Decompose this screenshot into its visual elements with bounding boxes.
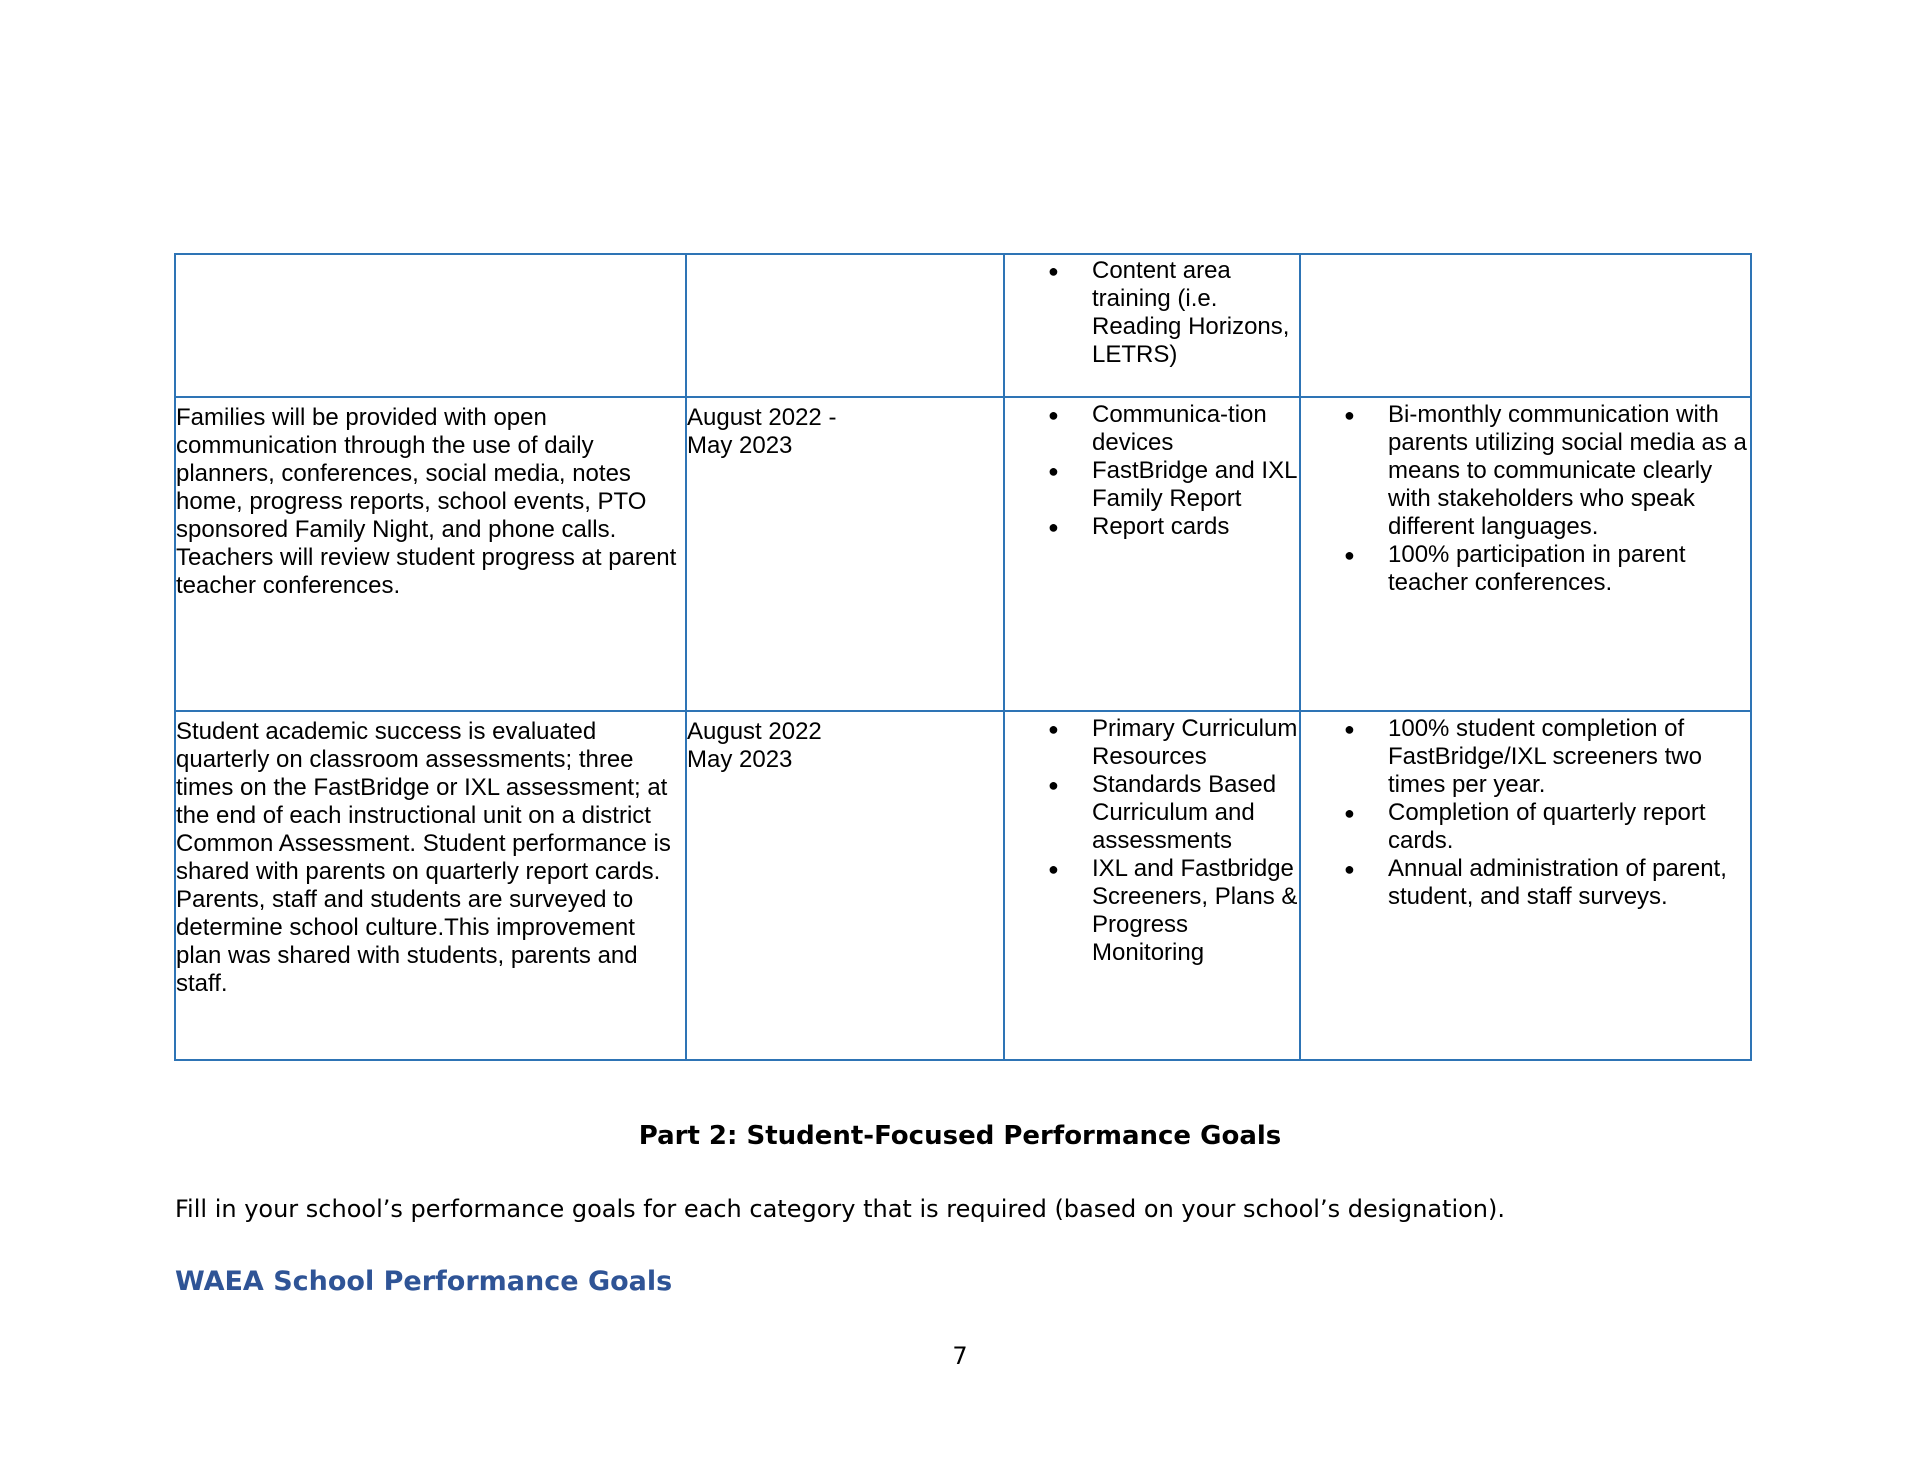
list-item: ● Report cards bbox=[1005, 513, 1299, 541]
evidence-cell bbox=[1300, 397, 1751, 711]
section-heading: WAEA School Performance Goals bbox=[175, 1266, 673, 1297]
table-row bbox=[175, 711, 1751, 1060]
list-item: ● Content area training (i.e. Reading Horizons, LETRS) bbox=[1005, 257, 1299, 369]
list-item: ● IXL and Fastbridge Screeners, Plans & Progress Monitoring bbox=[1005, 855, 1299, 967]
table-row bbox=[175, 397, 1751, 711]
timeline-cell bbox=[686, 397, 1004, 711]
description-cell: Student academic success is evaluated quarterly on classroom assessments; three times on the FastBridge or IXL assessment; at the end of each instructional unit on a district Common Assessment. Student performance is shared with parents on quarterly report cards. Parents, staff and students are surveyed to determine school culture.This improvement plan was shared with students, parents and staff. bbox=[175, 711, 686, 1060]
page-number: 7 bbox=[952, 1342, 968, 1370]
resources-cell bbox=[1004, 397, 1300, 711]
timeline-cell bbox=[686, 711, 1004, 1060]
list-item: ● Completion of quarterly report cards. bbox=[1301, 799, 1750, 855]
resources-cell bbox=[1004, 711, 1300, 1060]
table-cell bbox=[686, 254, 1004, 397]
list-item: ● Bi-monthly communication with parents utilizing social media as a means to communicate clearly with stakeholders who speak different languages. bbox=[1301, 401, 1750, 541]
timeline-end: May 2023 bbox=[687, 746, 793, 773]
timeline-start: August 2022 - bbox=[687, 404, 837, 431]
description-cell: Families will be provided with open communication through the use of daily planners, conferences, social media, notes home, progress reports, school events, PTO sponsored Family Night, and phone calls. Teachers will review student progress at parent teacher conferences. bbox=[175, 397, 686, 711]
list-item: ● 100% student completion of FastBridge/IXL screeners two times per year. bbox=[1301, 715, 1750, 799]
resources-cell bbox=[1004, 254, 1300, 397]
table-row bbox=[175, 254, 1751, 397]
list-item: ● FastBridge and IXL Family Report bbox=[1005, 457, 1299, 513]
table-cell bbox=[1300, 254, 1751, 397]
list-item: ● Primary Curriculum Resources bbox=[1005, 715, 1299, 771]
plan-table bbox=[174, 253, 1752, 1061]
list-item: ● 100% participation in parent teacher conferences. bbox=[1301, 541, 1750, 597]
list-item: ● Annual administration of parent, student, and staff surveys. bbox=[1301, 855, 1750, 911]
table-cell bbox=[175, 254, 686, 397]
list-item: ● Communica-tion devices bbox=[1005, 401, 1299, 457]
part-title: Part 2: Student-Focused Performance Goals bbox=[638, 1121, 1282, 1151]
intro-paragraph: Fill in your school’s performance goals for each category that is required (based on your school’s designation). bbox=[175, 1195, 1505, 1223]
list-item: ● Standards Based Curriculum and assessments bbox=[1005, 771, 1299, 855]
evidence-cell bbox=[1300, 711, 1751, 1060]
timeline-end: May 2023 bbox=[687, 432, 793, 459]
timeline-start: August 2022 bbox=[687, 718, 822, 745]
